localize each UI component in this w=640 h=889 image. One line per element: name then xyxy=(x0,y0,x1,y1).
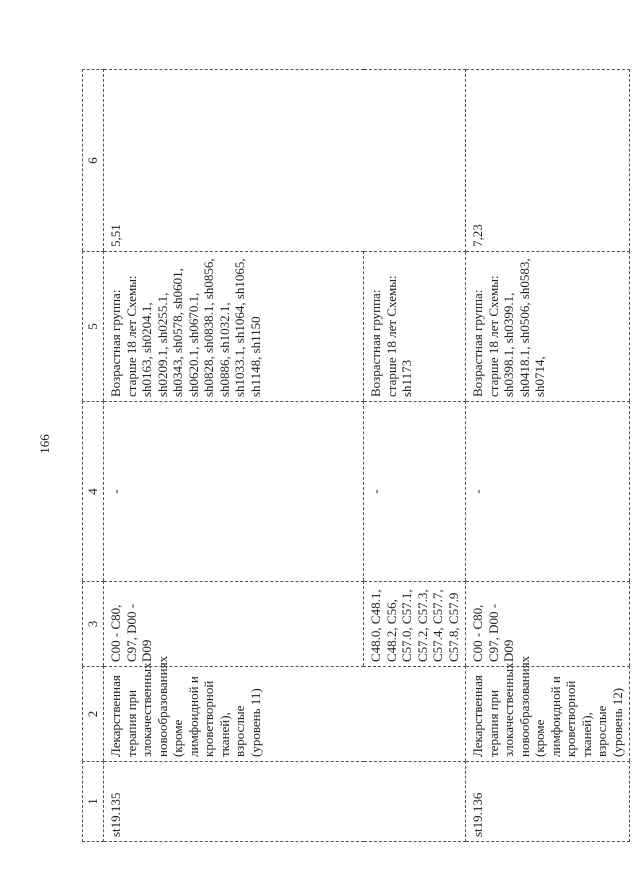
row-coefficient: 7,23 xyxy=(466,70,630,252)
row-code: st19.136 xyxy=(466,762,630,842)
row-name: Лекарственная терапия при злокачественных новообразованиях (кроме лимфоидной и кроветворной тканей), взрослые (уровень 11) xyxy=(104,667,466,762)
row-criteria: Возрастная группа: старше 18 лет Схемы: sh0163, sh0204.1, sh0209.1, sh0255.1, sh0343, sh0578, sh0601, sh0620.1, sh0670.1, sh0828, sh0838.1, sh0856, sh0886, sh1032.1, sh1033.1, sh1064, sh1065, sh1148, sh1150 xyxy=(104,252,364,402)
tariff-table xyxy=(82,69,630,842)
header-cell: 2 xyxy=(83,667,104,762)
row-dash: - xyxy=(364,402,466,582)
row-diagnosis: C48.0, C48.1, C48.2, C56, C57.0, C57.1, C57.2, C57.3, C57.4, C57.7, C57.8, C57.9 xyxy=(364,582,466,667)
row-diagnosis: C00 - C80, C97, D00 - D09 xyxy=(466,582,630,667)
row-code: st19.135 xyxy=(104,762,466,842)
row-dash: - xyxy=(104,402,364,582)
header-cell: 5 xyxy=(83,252,104,402)
header-cell: 3 xyxy=(83,582,104,667)
row-criteria: Возрастная группа: старше 18 лет Схемы: sh0398.1, sh0399.1, sh0418.1, sh0506, sh0583, sh0714, xyxy=(466,252,630,402)
row-diagnosis: C00 - C80, C97, D00 - D09 xyxy=(104,582,364,667)
table-row xyxy=(466,70,630,842)
row-dash: - xyxy=(466,402,630,582)
table-row xyxy=(104,70,364,842)
tariff-table-wrapper xyxy=(82,70,625,842)
row-coefficient: 5,51 xyxy=(104,70,466,252)
header-cell: 4 xyxy=(83,402,104,582)
header-cell: 1 xyxy=(83,762,104,842)
page-number: 166 xyxy=(37,434,52,454)
header-cell: 6 xyxy=(83,70,104,252)
row-name: Лекарственная терапия при злокачественных новообразованиях (кроме лимфоидной и кроветворной тканей), взрослые (уровень 12) xyxy=(466,667,630,762)
header-row xyxy=(83,70,104,842)
row-criteria: Возрастная группа: старше 18 лет Схемы: sh1173 xyxy=(364,252,466,402)
